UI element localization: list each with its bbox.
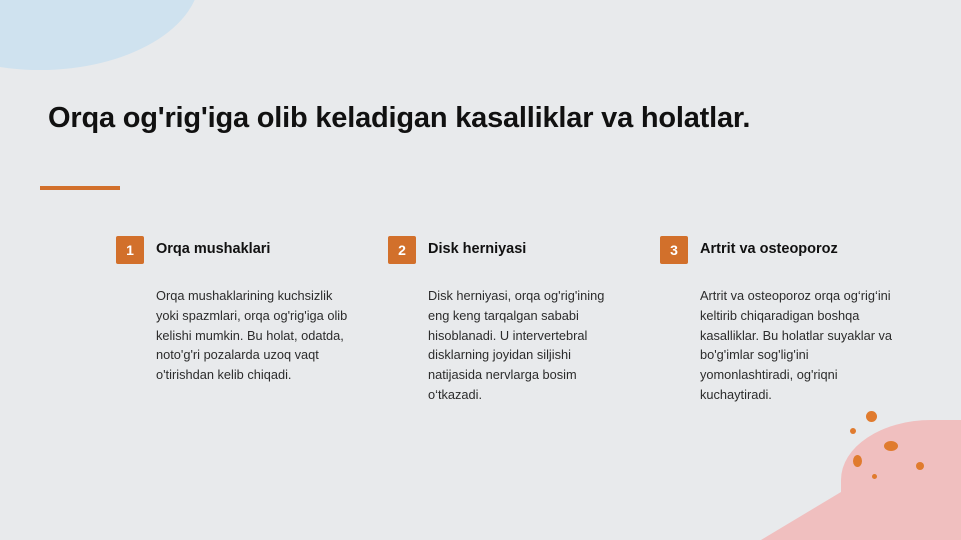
column-number-badge: 3 <box>660 236 688 264</box>
decorative-dot <box>850 428 856 434</box>
decorative-dot <box>872 474 877 479</box>
content-column <box>388 236 624 405</box>
column-header <box>116 236 352 272</box>
column-number-badge: 1 <box>116 236 144 264</box>
content-columns <box>116 236 936 405</box>
column-body-text: Artrit va osteoporoz orqa og‘rig‘ini keltirib chiqaradigan boshqa kasalliklar. Bu holatlar suyaklar va bo'g'imlar sog'lig'ini yomonlashtiradi, og'riqni kuchaytiradi. <box>700 288 893 403</box>
column-title: Artrit va osteoporoz <box>700 241 838 257</box>
column-number-badge: 2 <box>388 236 416 264</box>
decorative-dot <box>866 411 877 422</box>
column-header <box>660 236 896 272</box>
column-header <box>388 236 624 272</box>
title-underline-accent <box>40 186 120 190</box>
page-title: Orqa og'rig'iga olib keladigan kasalliklar va holatlar. <box>48 102 751 135</box>
column-title: Disk herniyasi <box>428 241 527 257</box>
column-body-text: Disk herniyasi, orqa og'rig'ining eng keng tarqalgan sababi hisoblanadi. U intervertebral disklarning joyidan siljishi natijasida nervlarga bosim o‘tkazadi. <box>428 288 605 403</box>
column-body-text: Orqa mushaklarining kuchsizlik yoki spazmlari, orqa og'rig'iga olib kelishi mumkin. Bu holat, odatda, noto'g'ri pozalarda uzoq vaqt o'tirishdan kelib chiqadi. <box>156 288 348 383</box>
decorative-dot <box>916 462 924 470</box>
content-column <box>660 236 896 405</box>
decorative-dot <box>853 455 862 467</box>
content-column <box>116 236 352 405</box>
decorative-dot <box>884 441 898 451</box>
column-title: Orqa mushaklari <box>156 241 271 257</box>
